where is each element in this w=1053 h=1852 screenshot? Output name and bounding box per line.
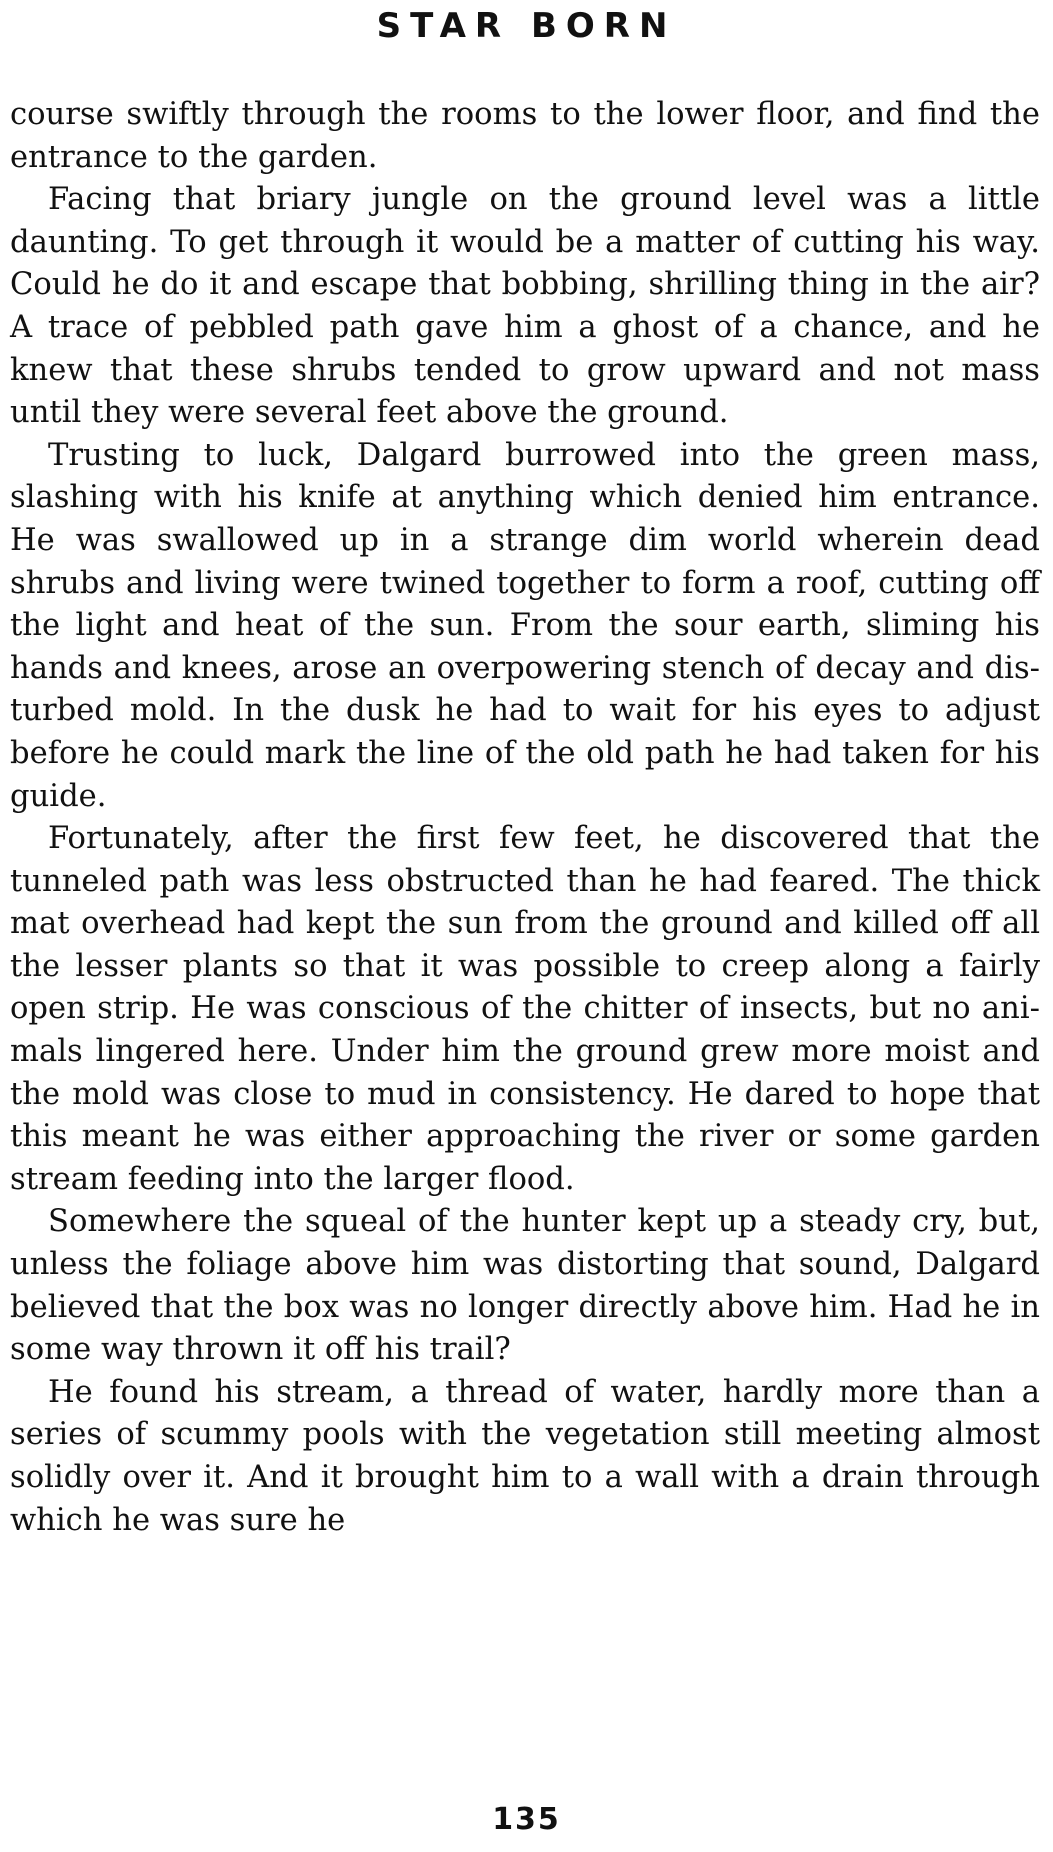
running-head: STAR BORN: [376, 6, 677, 46]
paragraph: course swiftly through the rooms to the lower floor, and find the entrance to the garden.: [10, 97, 1040, 175]
paragraph: He found his stream, a thread of water, hardly more than a series of scummy pools with the vegetation still meeting almost solidly over it. And it brought him to a wall with a drain through which he was sure he: [10, 1374, 1040, 1538]
page-number: 135: [492, 1802, 561, 1837]
body-text: [10, 94, 1040, 1542]
paragraph: Somewhere the squeal of the hunter kept up a steady cry, but, unless the foliage above him was distorting that sound, Dalgard believed that the box was no longer directly above him. Had he in some way thrown it off his trail?: [10, 1204, 1040, 1368]
paragraph: Fortunately, after the first few feet, he discovered that the tunneled path was less obstructed than he had feared. The thick mat overhead had kept the sun from the ground and killed off all the lesser plants so that it was possible to creep along a fairly open strip. He was conscious of the chitter of insects, but no animals lingered here. Under him the ground grew more moist and the mold was close to mud in consistency. He dared to hope that this meant he was either approaching the river or some garden stream feeding into the larger flood.: [10, 821, 1040, 1197]
paragraph: Trusting to luck, Dalgard burrowed into the green mass, slashing with his knife at anything which denied him entrance. He was swallowed up in a strange dim world wherein dead shrubs and living were twined together to form a roof, cutting off the light and heat of the sun. From the sour earth, sliming his hands and knees, arose an overpowering stench of decay and disturbed mold. In the dusk he had to wait for his eyes to adjust before he could mark the line of the old path he had taken for his guide.: [10, 437, 1040, 814]
paragraph: Facing that briary jungle on the ground level was a little daunting. To get through it would be a matter of cutting his way. Could he do it and escape that bobbing, shrilling thing in the air? A trace of pebbled path gave him a ghost of a chance, and he knew that these shrubs tended to grow upward and not mass until they were several feet above the ground.: [10, 182, 1040, 431]
